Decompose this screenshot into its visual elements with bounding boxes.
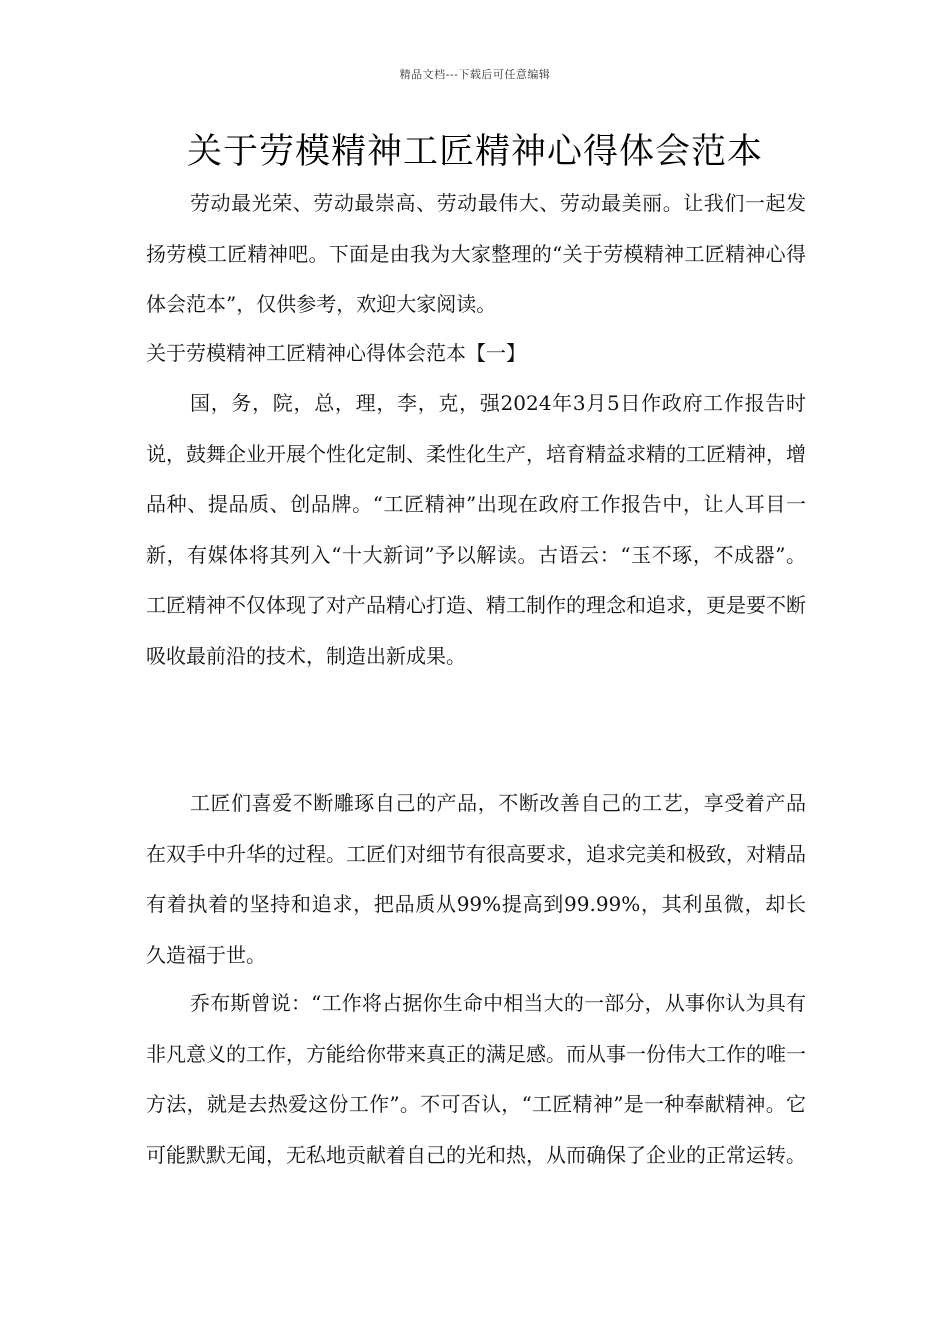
- document-title: 关于劳模精神工匠精神心得体会范本: [186, 132, 763, 172]
- section-heading: 关于劳模精神工匠精神心得体会范本【一】: [146, 341, 526, 365]
- body-paragraph-2: 工匠们喜爱不断雕琢自己的产品，不断改善自己的工艺，享受着产品在双手中升华的过程。工匠们对细节有很高要求，追求完美和极致，对精品有着执着的坚持和追求，把品质从99%提高到99.99%，其利虽微，却长久造福于世。: [146, 791, 806, 967]
- intro-paragraph: 劳动最光荣、劳动最崇高、劳动最伟大、劳动最美丽。让我们一起发扬劳模工匠精神吧。下面是由我为大家整理的“关于劳模精神工匠精神心得体会范本”，仅供参考，欢迎大家阅读。: [146, 191, 806, 316]
- body-paragraph-1: 国，务，院，总，理，李，克，强2024年3月5日作政府工作报告时说，鼓舞企业开展个性化定制、柔性化生产，培育精益求精的工匠精神，增品种、提品质、创品牌。“工匠精神”出现在政府工作报告中，让人耳目一新，有媒体将其列入“十大新词”予以解读。古语云：“玉不琢，不成器”。工匠精神不仅体现了对产品精心打造、精工制作的理念和追求，更是要不断吸收最前沿的技术，制造出新成果。: [146, 391, 806, 668]
- body-paragraph-3: 乔布斯曾说：“工作将占据你生命中相当大的一部分，从事你认为具有非凡意义的工作，方能给你带来真正的满足感。而从事一份伟大工作的唯一方法，就是去热爱这份工作”。不可否认，“工匠精神”是一种奉献精神。它可能默默无闻，无私地贡献着自己的光和热，从而确保了企业的正常运转。: [146, 991, 806, 1167]
- header-note: 精品文档---下载后可任意编辑: [399, 68, 551, 81]
